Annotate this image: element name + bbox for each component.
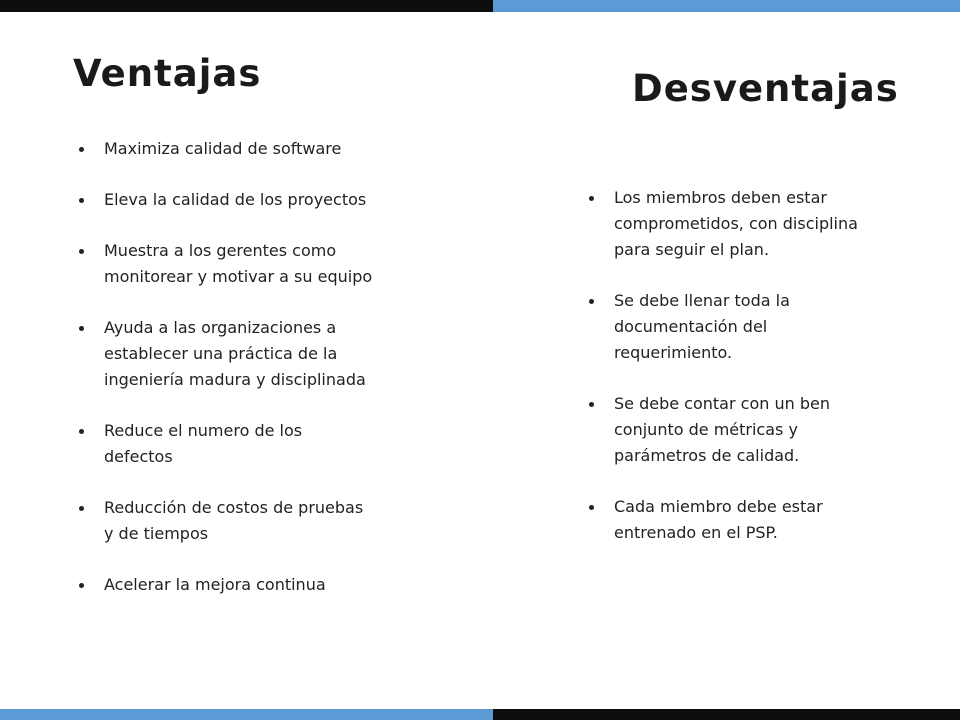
list-item <box>104 238 374 290</box>
bullet-icon <box>589 402 594 407</box>
list-item-text: Cada miembro debe estar entrenado en el PSP. <box>614 497 823 542</box>
bullet-icon <box>79 583 84 588</box>
ventajas-title: Ventajas <box>73 52 262 95</box>
top-right-accent-bar <box>493 0 960 12</box>
list-item <box>104 187 374 213</box>
bullet-icon <box>79 506 84 511</box>
list-item-text: Ayuda a las organizaciones a establecer una práctica de la ingeniería madura y disciplinada <box>104 318 366 389</box>
bullet-icon <box>589 299 594 304</box>
list-item-text: Acelerar la mejora continua <box>104 575 326 594</box>
list-item <box>104 572 374 598</box>
list-item-text: Se debe contar con un ben conjunto de métricas y parámetros de calidad. <box>614 394 830 465</box>
bullet-icon <box>79 429 84 434</box>
list-item <box>614 185 884 263</box>
list-item <box>104 495 374 547</box>
bullet-icon <box>589 196 594 201</box>
top-left-accent-bar <box>0 0 493 12</box>
ventajas-list <box>104 136 374 598</box>
desventajas-list <box>614 185 884 546</box>
bullet-icon <box>79 198 84 203</box>
list-item-text: Reducción de costos de pruebas y de tiempos <box>104 498 364 543</box>
list-item-text: Maximiza calidad de software <box>104 139 342 158</box>
desventajas-title: Desventajas <box>632 67 899 110</box>
list-item-text: Los miembros deben estar comprometidos, con disciplina para seguir el plan. <box>614 188 858 259</box>
list-item <box>614 494 884 546</box>
bottom-left-accent-bar <box>0 709 493 720</box>
list-item-text: Eleva la calidad de los proyectos <box>104 190 367 209</box>
bullet-icon <box>79 326 84 331</box>
list-item-text: Muestra a los gerentes como monitorear y motivar a su equipo <box>104 241 373 286</box>
list-item-text: Reduce el numero de los defectos <box>104 421 303 466</box>
list-item <box>614 288 884 366</box>
bullet-icon <box>79 147 84 152</box>
list-item <box>104 136 374 162</box>
list-item-text: Se debe llenar toda la documentación del requerimiento. <box>614 291 790 362</box>
list-item <box>614 391 884 469</box>
list-item <box>104 315 374 393</box>
bullet-icon <box>589 505 594 510</box>
list-item <box>104 418 374 470</box>
bottom-right-accent-bar <box>493 709 960 720</box>
bullet-icon <box>79 249 84 254</box>
